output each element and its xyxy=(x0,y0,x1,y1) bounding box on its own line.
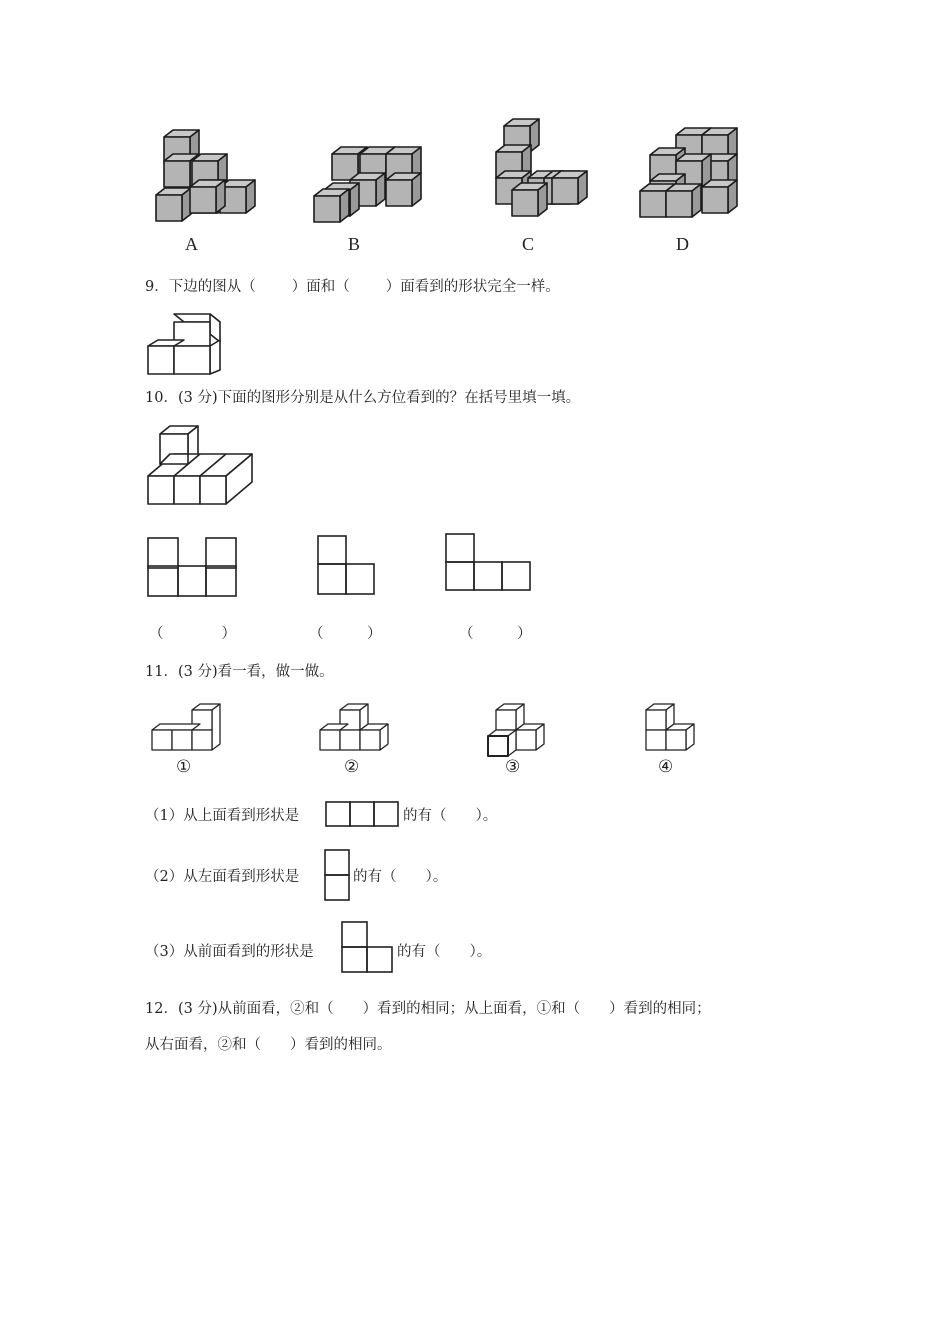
q10-answer-blank-1[interactable]: （ ） xyxy=(149,626,236,642)
q11-figure-3 xyxy=(486,702,556,758)
q9-text-suffix: ）面看到的形状完全一样。 xyxy=(385,279,560,295)
q11-sub2-shape xyxy=(323,848,351,902)
q11-figure-4 xyxy=(644,704,704,754)
q8-figure-b xyxy=(310,140,430,230)
q8-figure-c xyxy=(490,118,590,228)
q10-view-shape-2 xyxy=(316,534,378,596)
q11-sub3-prefix: （3）从前面看到的形状是 xyxy=(145,944,314,960)
q11-sub3-shape xyxy=(340,920,394,974)
q10-stem: 10．(3 分)下面的图形分别是从什么方位看到的？在括号里填一填。 xyxy=(145,390,581,406)
q8-option-d-label: D xyxy=(676,234,689,254)
q11-figure-4-label: ④ xyxy=(658,757,674,777)
q10-answer-blank-3[interactable]: （ ） xyxy=(459,626,532,642)
q11-sub2-prefix: （2）从左面看到形状是 xyxy=(145,869,300,885)
q9-text-middle: ）面和（ xyxy=(291,279,350,295)
q11-sub2-suffix[interactable]: 的有（ ）。 xyxy=(353,869,448,885)
q11-figure-1 xyxy=(150,704,230,754)
q12-line-1: 12．(3 分)从前面看，②和（ ）看到的相同；从上面看，①和（ ）看到的相同； xyxy=(145,1001,711,1017)
q10-view-shape-3 xyxy=(444,532,534,594)
q8-figure-a xyxy=(150,125,260,225)
q8-figure-d xyxy=(636,125,746,225)
q9-text-prefix: 9．下边的图从（ xyxy=(145,279,256,295)
q11-figure-1-label: ① xyxy=(176,757,192,777)
q11-figure-2-label: ② xyxy=(344,757,360,777)
q11-stem: 11．(3 分)看一看，做一做。 xyxy=(145,664,334,680)
q11-sub3-suffix[interactable]: 的有（ ）。 xyxy=(397,944,492,960)
q10-answer-blank-2[interactable]: （ ） xyxy=(309,626,382,642)
q9-cube-figure xyxy=(146,312,236,380)
q11-figure-3-label: ③ xyxy=(505,757,521,777)
q10-view-shape-1 xyxy=(146,536,238,598)
q11-sub1-prefix: （1）从上面看到形状是 xyxy=(145,808,300,824)
q10-cube-figure xyxy=(146,424,258,508)
q11-sub1-shape xyxy=(324,800,400,828)
q12-line-2: 从右面看，②和（ ）看到的相同。 xyxy=(145,1037,392,1053)
q11-figure-2 xyxy=(318,704,398,754)
q8-option-c-label: C xyxy=(522,234,535,254)
q8-option-b-label: B xyxy=(348,234,361,254)
q9-question xyxy=(145,275,560,296)
q11-sub1-suffix[interactable]: 的有（ ）。 xyxy=(403,808,498,824)
q8-option-a-label: A xyxy=(185,234,198,254)
